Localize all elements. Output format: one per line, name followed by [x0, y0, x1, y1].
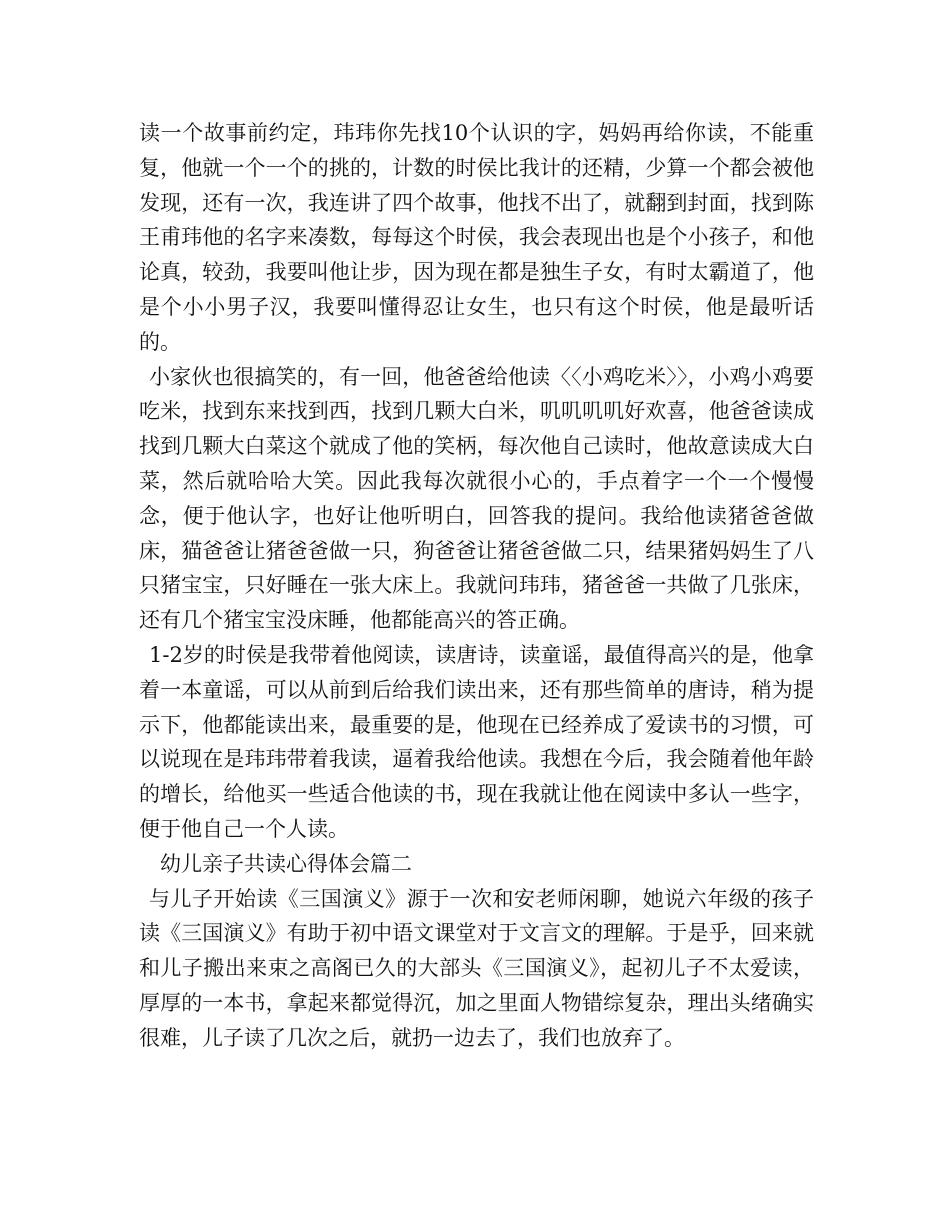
paragraph-1: 读一个故事前约定，玮玮你先找10个认识的字，妈妈再给你读，不能重复，他就一个一个的挑的，计数的时侯比我计的还精，少算一个都会被他发现，还有一次，我连讲了四个故事，他找不出了，就翻到封面，找到陈王甫玮他的名字来凑数，每每这个时侯，我会表现出也是个小孩子，和他论真，较劲，我要叫他让步，因为现在都是独生子女，有时太霸道了，他是个小小男子汉，我要叫懂得忍让女生，也只有这个时侯，他是最听话的。: [139, 121, 814, 354]
document-body: [139, 116, 814, 1056]
paragraph-3: 1-2岁的时侯是我带着他阅读，读唐诗，读童谣，最值得高兴的是，他拿着一本童谣，可以从前到后给我们读出来，还有那些简单的唐诗，稍为提示下，他都能读出来，最重要的是，他现在已经养成了爱读书的习惯，可以说现在是玮玮带着我读，逼着我给他读。我想在今后，我会随着他年龄的增长，给他买一些适合他读的书，现在我就让他在阅读中多认一些字，便于他自己一个人读。: [139, 642, 814, 841]
paragraph-2: 小家伙也很搞笑的，有一回，他爸爸给他读〈〈小鸡吃米〉〉，小鸡小鸡要吃米，找到东来找到西，找到几颗大白米，叽叽叽叽好欢喜，他爸爸读成找到几颗大白菜这个就成了他的笑柄，每次他自己读时，他故意读成大白菜，然后就哈哈大笑。因此我每次就很小心的，手点着字一个一个慢慢念，便于他认字，也好让他听明白，回答我的提问。我给他读猪爸爸做床，猫爸爸让猪爸爸做一只，狗爸爸让猪爸爸做二只，结果猪妈妈生了八只猪宝宝，只好睡在一张大床上。我就问玮玮，猪爸爸一共做了几张床，还有几个猪宝宝没床睡，他都能高兴的答正确。: [139, 364, 814, 633]
paragraph-4: 与儿子开始读《三国演义》源于一次和安老师闲聊，她说六年级的孩子读《三国演义》有助于初中语文课堂对于文言文的理解。于是乎，回来就和儿子搬出来束之高阁已久的大部头《三国演义》，起初儿子不太爱读，厚厚的一本书，拿起来都觉得沉，加之里面人物错综复杂，理出头绪确实很难，儿子读了几次之后，就扔一边去了，我们也放弃了。: [139, 886, 814, 1050]
section-heading: 幼儿亲子共读心得体会篇二: [160, 851, 412, 876]
